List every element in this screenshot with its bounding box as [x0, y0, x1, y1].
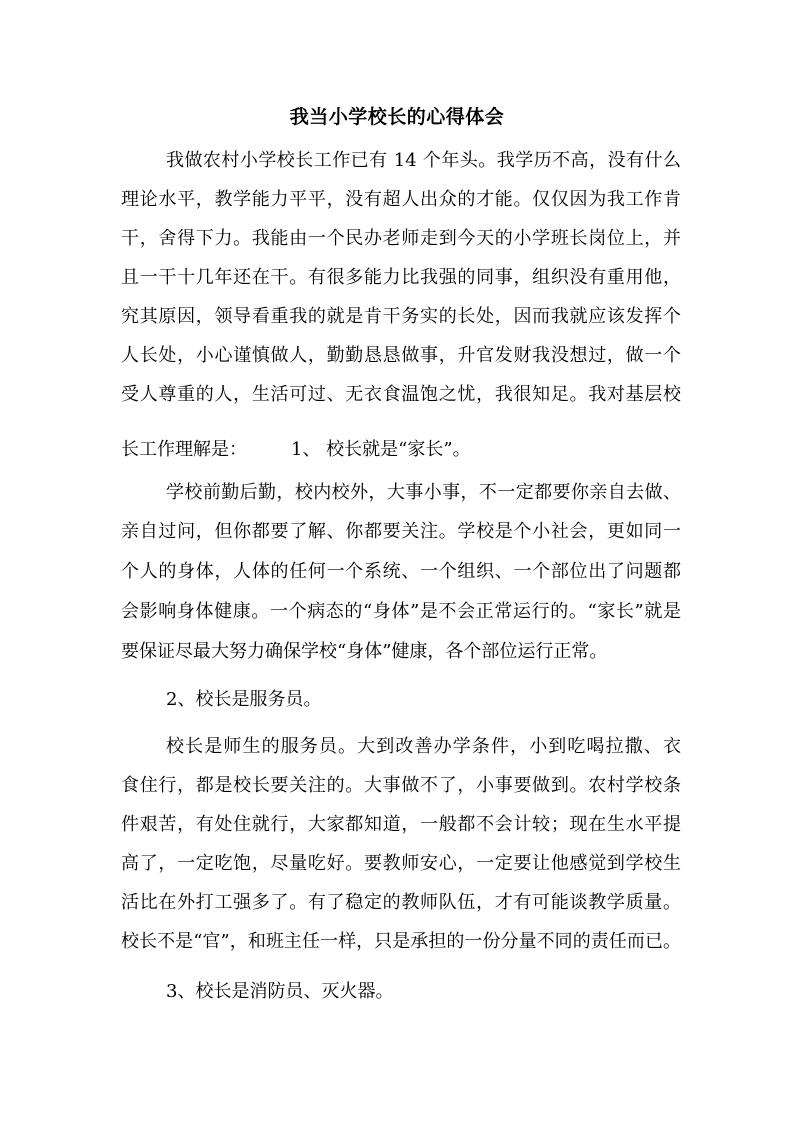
- paragraph-line: 校长不是“官”，和班主任一样，只是承担的一份分量不同的责任而已。: [121, 931, 681, 952]
- paragraph-line: 人长处，小心谨慎做人，勤勤恳恳做事，升官发财我没想过，做一个: [121, 345, 681, 366]
- paragraph-line: [121, 438, 681, 462]
- paragraph-line: 亲自过问，但你都要了解、你都要关注。学校是个小社会，更如同一: [121, 521, 681, 542]
- paragraph-line: 究其原因，领导看重我的就是肯干务实的长处，因而我就应该发挥个: [121, 306, 681, 327]
- paragraph-line: 高了，一定吃饱，尽量吃好。要教师安心，一定要让他感觉到学校生: [121, 853, 681, 874]
- paragraph-line: 且一干十几年还在干。有很多能力比我强的同事，组织没有重用他，: [121, 267, 681, 288]
- numbered-heading: 2、校长是服务员。: [166, 689, 322, 710]
- paragraph-line: 校长是师生的服务员。大到改善办学条件，小到吃喝拉撒、衣: [166, 736, 681, 757]
- paragraph-line: 活比在外打工强多了。有了稳定的教师队伍，才有可能谈教学质量。: [121, 892, 681, 913]
- paragraph-line: 干，舍得下力。我能由一个民办老师走到今天的小学班长岗位上，并: [121, 228, 681, 249]
- paragraph-text: 长工作理解是：: [121, 439, 247, 460]
- paragraph-line: 我做农村小学校长工作已有 14 个年头。我学历不高，没有什么: [166, 150, 681, 171]
- paragraph-line: 要保证尽最大努力确保学校“身体”健康，各个部位运行正常。: [121, 641, 608, 662]
- paragraph-line: 理论水平，教学能力平平，没有超人出众的才能。仅仅因为我工作肯: [121, 189, 681, 210]
- document-title: 我当小学校长的心得体会: [289, 106, 505, 128]
- paragraph-line: 学校前勤后勤，校内校外，大事小事，不一定都要你亲自去做、: [166, 482, 681, 503]
- paragraph-line: 会影响身体健康。一个病态的“身体”是不会正常运行的。“家长”就是: [121, 601, 681, 622]
- paragraph-line: 食住行，都是校长要关注的。大事做不了，小事要做到。农村学校条: [121, 775, 681, 796]
- numbered-heading: 1、 校长就是“家长”。: [291, 439, 471, 460]
- paragraph-line: 受人尊重的人，生活可过、无衣食温饱之忧，我很知足。我对基层校: [121, 384, 681, 405]
- paragraph-line: 件艰苦，有处住就行，大家都知道，一般都不会计较；现在生水平提: [121, 814, 681, 835]
- paragraph-line: 个人的身体，人体的任何一个系统、一个组织、一个部位出了问题都: [121, 561, 681, 582]
- numbered-heading: 3、校长是消防员、灭火器。: [166, 981, 394, 1002]
